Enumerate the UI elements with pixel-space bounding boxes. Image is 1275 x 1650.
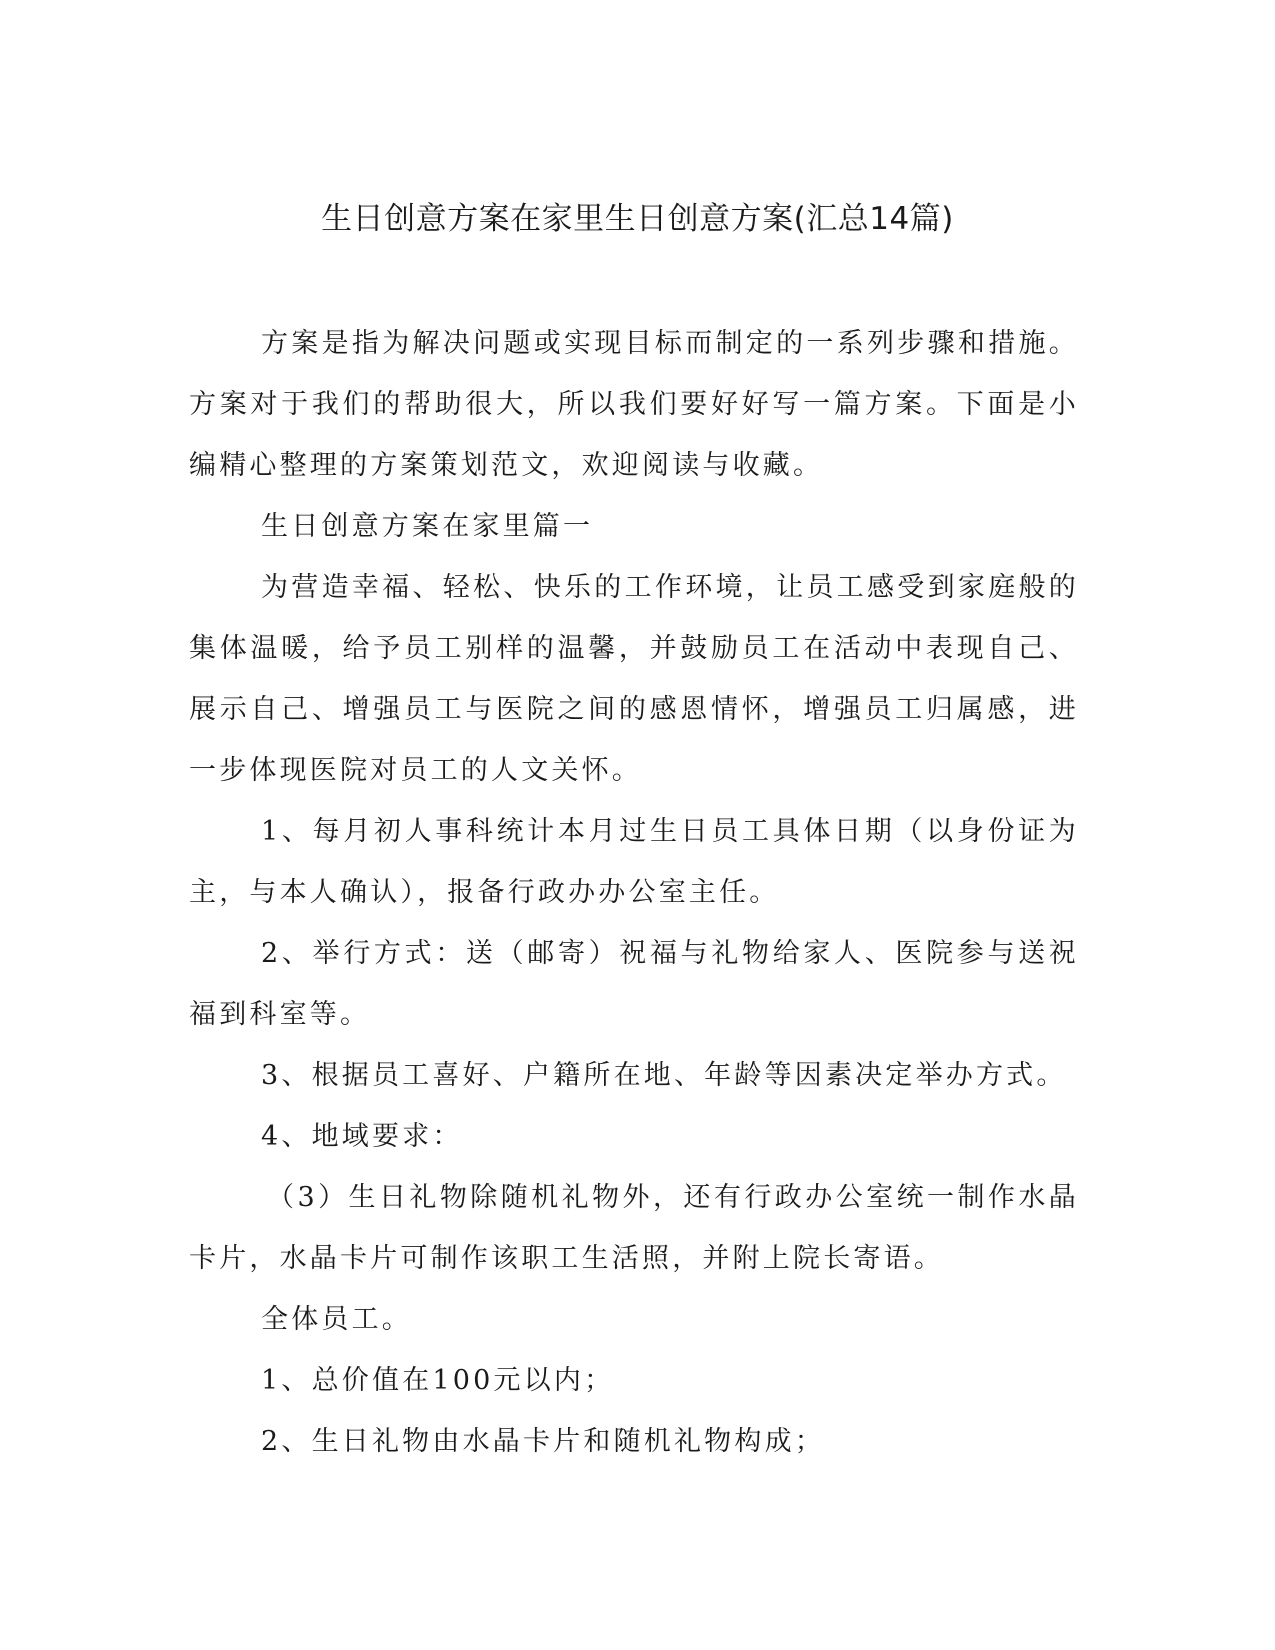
list-item: 3、根据员工喜好、户籍所在地、年龄等因素决定举办方式。 xyxy=(261,1060,1067,1091)
list-item: 2、生日礼物由水晶卡片和随机礼物构成； xyxy=(261,1426,825,1457)
list-item: 2、举行方式：送（邮寄）祝福与礼物给家人、医院参与送祝福到科室等。 xyxy=(189,938,1079,1030)
section-heading: 生日创意方案在家里篇一 xyxy=(261,511,594,542)
list-item: 4、地域要求： xyxy=(261,1121,463,1152)
list-item: （3）生日礼物除随机礼物外，还有行政办公室统一制作水晶卡片，水晶卡片可制作该职工生活照，并附上院长寄语。 xyxy=(189,1182,1079,1274)
paragraph: 全体员工。 xyxy=(261,1304,412,1335)
intro-paragraph: 方案是指为解决问题或实现目标而制定的一系列步骤和措施。方案对于我们的帮助很大，所以我们要好好写一篇方案。下面是小编精心整理的方案策划范文，欢迎阅读与收藏。 xyxy=(189,328,1079,481)
list-item: 1、总价值在100元以内； xyxy=(261,1365,615,1396)
document-body xyxy=(189,313,1079,1472)
list-item: 1、每月初人事科统计本月过生日员工具体日期（以身份证为主，与本人确认），报备行政办办公室主任。 xyxy=(189,816,1079,908)
document-title: 生日创意方案在家里生日创意方案(汇总14篇) xyxy=(321,201,954,237)
purpose-paragraph: 为营造幸福、轻松、快乐的工作环境，让员工感受到家庭般的集体温暖，给予员工别样的温馨，并鼓励员工在活动中表现自己、展示自己、增强员工与医院之间的感恩情怀，增强员工归属感，进一步体现医院对员工的人文关怀。 xyxy=(189,572,1079,786)
